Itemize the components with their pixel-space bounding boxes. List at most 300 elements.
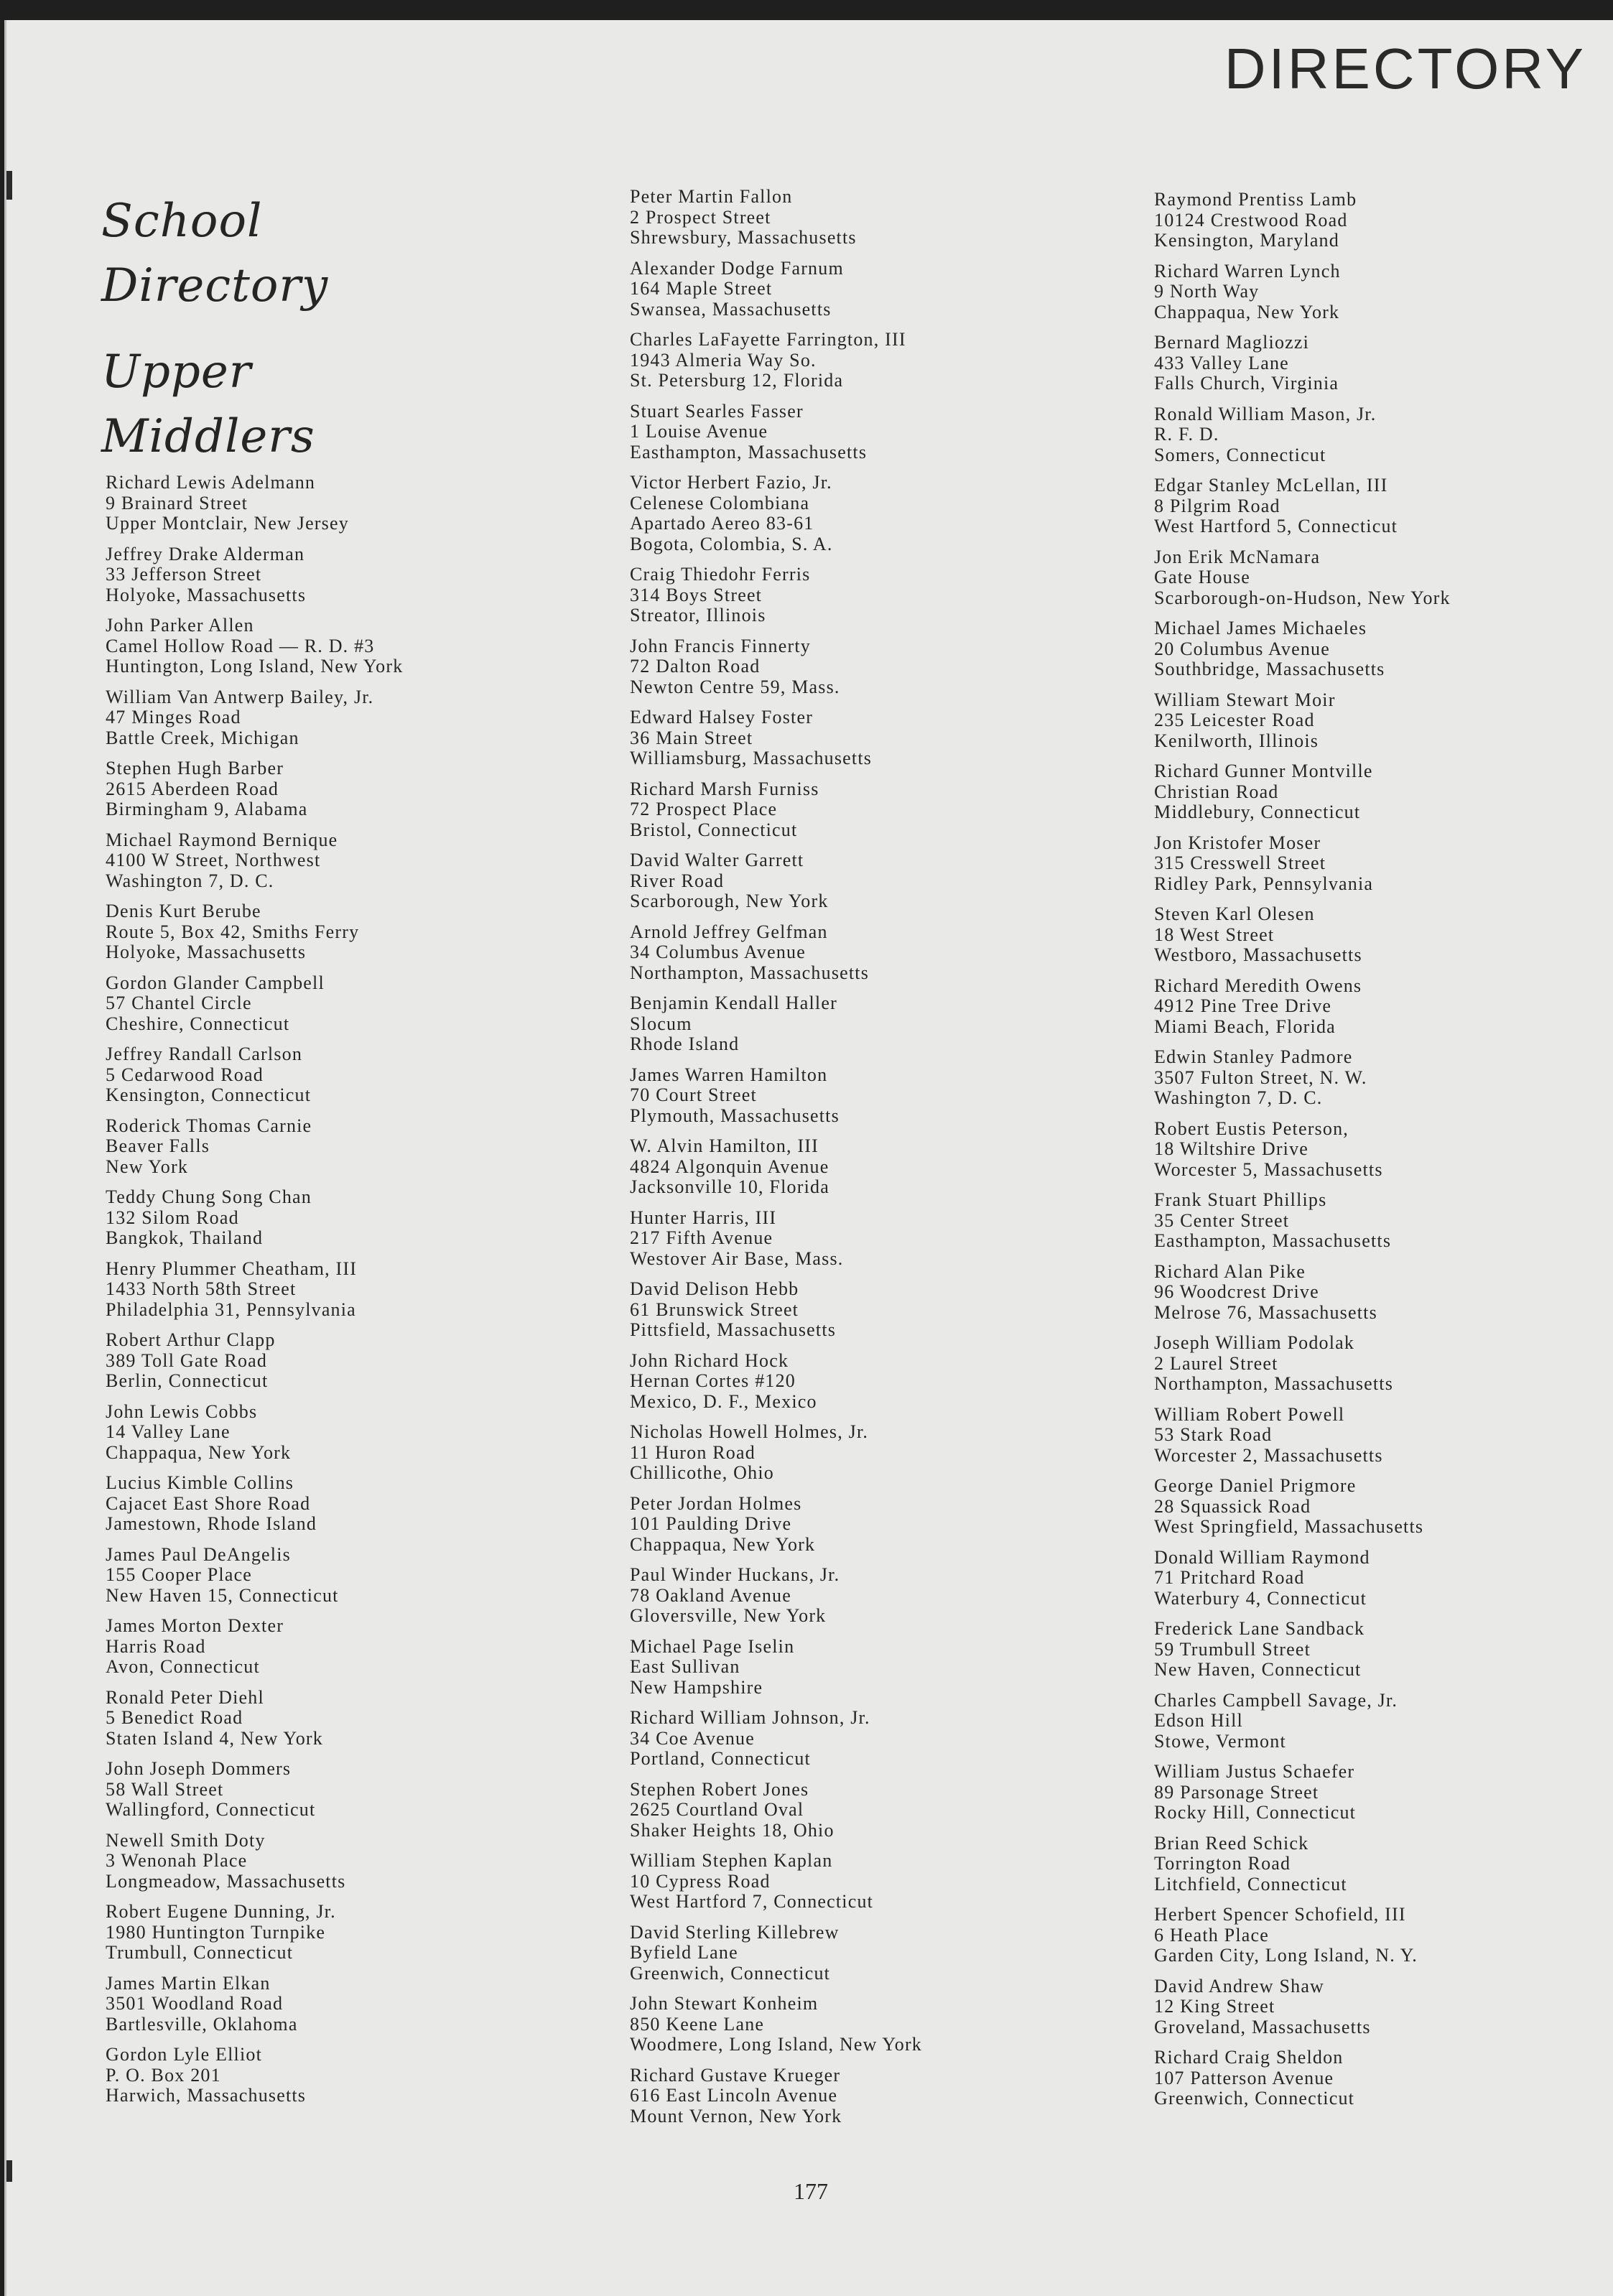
address-line: River Road <box>630 870 725 891</box>
address-line: R. F. D. <box>1154 424 1219 445</box>
address-line: New Haven 15, Connecticut <box>106 1584 339 1606</box>
directory-entry <box>1154 976 1451 1038</box>
address-line: St. Petersburg 12, Florida <box>630 370 844 391</box>
address-line: 217 Fifth Avenue <box>630 1227 773 1248</box>
directory-entry <box>630 779 922 841</box>
address-line: 71 Pritchard Road <box>1154 1567 1305 1588</box>
address-line: Shrewsbury, Massachusetts <box>630 227 857 248</box>
directory-entry <box>106 1402 403 1464</box>
student-name: Edward Halsey Foster <box>630 707 814 728</box>
address-line: Streator, Illinois <box>630 605 766 626</box>
directory-entry <box>1154 404 1451 466</box>
student-name: William Van Antwerp Bailey, Jr. <box>106 686 374 707</box>
address-line: 11 Huron Road <box>630 1441 756 1463</box>
address-line: 2625 Courtland Oval <box>630 1799 804 1820</box>
student-name: Richard Alan Pike <box>1154 1260 1306 1282</box>
student-name: John Joseph Dommers <box>106 1758 292 1779</box>
student-name: Bernard Magliozzi <box>1154 332 1310 353</box>
address-line: Kenilworth, Illinois <box>1154 730 1319 751</box>
directory-entry <box>630 1851 922 1912</box>
address-line: 4824 Algonquin Avenue <box>630 1156 829 1177</box>
address-line: Mount Vernon, New York <box>630 2105 842 2127</box>
student-name: David Andrew Shaw <box>1154 1975 1325 1997</box>
student-name: Stuart Searles Fasser <box>630 400 804 422</box>
student-name: John Lewis Cobbs <box>106 1400 258 1422</box>
directory-entry <box>1154 333 1451 394</box>
directory-entry <box>106 1759 403 1821</box>
address-line: 1 Louise Avenue <box>630 421 768 442</box>
address-line: 58 Wall Street <box>106 1778 224 1800</box>
student-name: Richard Lewis Adelmann <box>106 472 316 493</box>
address-line: 315 Cresswell Street <box>1154 852 1326 873</box>
student-name: Stephen Hugh Barber <box>106 758 284 778</box>
address-line: Berlin, Connecticut <box>106 1370 269 1391</box>
address-line: 57 Chantel Circle <box>106 993 252 1013</box>
student-name: Raymond Prentiss Lamb <box>1154 189 1357 210</box>
directory-entry <box>630 2065 922 2127</box>
address-line: 2615 Aberdeen Road <box>106 778 279 799</box>
address-line: 9 Brainard Street <box>106 492 248 513</box>
directory-entry <box>106 473 403 534</box>
address-line: 10124 Crestwood Road <box>1154 209 1348 231</box>
directory-entry <box>630 1994 922 2055</box>
directory-entry <box>630 850 922 912</box>
address-line: 18 Wiltshire Drive <box>1154 1138 1309 1159</box>
student-name: Frank Stuart Phillips <box>1154 1189 1327 1210</box>
address-line: 8 Pilgrim Road <box>1154 495 1280 516</box>
student-name: John Richard Hock <box>630 1349 789 1371</box>
directory-page <box>4 20 1613 2296</box>
directory-entry <box>630 1637 922 1698</box>
address-line: Rhode Island <box>630 1033 740 1054</box>
school-directory-title: School Directory <box>101 195 329 312</box>
address-line: Huntington, Long Island, New York <box>106 656 404 677</box>
directory-entry <box>1154 547 1451 609</box>
address-line: Easthampton, Massachusetts <box>630 441 868 463</box>
student-name: George Daniel Prigmore <box>1154 1475 1357 1496</box>
student-name: Robert Arthur Clapp <box>106 1329 276 1350</box>
student-name: Michael James Michaeles <box>1154 618 1367 638</box>
student-name: Brian Reed Schick <box>1154 1832 1309 1854</box>
address-line: Gloversville, New York <box>630 1605 827 1626</box>
address-line: Falls Church, Virginia <box>1154 373 1339 394</box>
address-line: Cajacet East Shore Road <box>106 1492 311 1514</box>
section-header: DIRECTORY <box>1224 37 1586 101</box>
address-line: Scarborough, New York <box>630 891 829 911</box>
student-name: Jeffrey Drake Alderman <box>106 543 305 564</box>
student-name: James Morton Dexter <box>106 1615 284 1636</box>
address-line: Camel Hollow Road — R. D. #3 <box>106 635 375 656</box>
address-line: Holyoke, Massachusetts <box>106 584 307 605</box>
student-name: Jon Erik McNamara <box>1154 546 1321 567</box>
address-line: New Haven, Connecticut <box>1154 1659 1362 1680</box>
directory-entry <box>106 1473 403 1535</box>
directory-entry <box>1154 190 1451 251</box>
directory-entry <box>106 1902 403 1963</box>
address-line: 2 Laurel Street <box>1154 1352 1278 1374</box>
student-name: Lucius Kimble Collins <box>106 1472 294 1493</box>
address-line: 35 Center Street <box>1154 1209 1290 1231</box>
address-line: Cheshire, Connecticut <box>106 1013 290 1034</box>
student-name: Hunter Harris, III <box>630 1207 777 1228</box>
address-line: 3507 Fulton Street, N. W. <box>1154 1066 1367 1088</box>
address-line: Litchfield, Connecticut <box>1154 1873 1347 1895</box>
directory-entry <box>1154 690 1451 752</box>
directory-entry <box>630 1422 922 1484</box>
directory-entry <box>630 1279 922 1341</box>
address-line: Scarborough-on-Hudson, New York <box>1154 587 1451 608</box>
address-line: Greenwich, Connecticut <box>1154 2088 1355 2109</box>
address-line: Harris Road <box>106 1635 206 1657</box>
student-name: Teddy Chung Song Chan <box>106 1186 312 1207</box>
directory-entry <box>630 1351 922 1413</box>
address-line: Avon, Connecticut <box>106 1656 260 1677</box>
address-line: 5 Benedict Road <box>106 1707 243 1728</box>
address-line: 28 Squassick Road <box>1154 1495 1311 1517</box>
address-line: 72 Prospect Place <box>630 799 778 819</box>
address-line: Edson Hill <box>1154 1710 1243 1731</box>
directory-column-1 <box>106 473 403 2116</box>
address-line: Jamestown, Rhode Island <box>106 1513 317 1534</box>
student-name: William Justus Schaefer <box>1154 1761 1355 1782</box>
student-name: Jeffrey Randall Carlson <box>106 1044 303 1064</box>
address-line: 314 Boys Street <box>630 584 763 605</box>
address-line: Bangkok, Thailand <box>106 1227 264 1248</box>
address-line: P. O. Box 201 <box>106 2064 221 2086</box>
directory-entry <box>106 1330 403 1392</box>
address-line: 3501 Woodland Road <box>106 1993 284 2014</box>
directory-entry <box>630 564 922 626</box>
student-name: David Sterling Killebrew <box>630 1921 840 1943</box>
directory-entry <box>630 401 922 463</box>
address-line: Mexico, D. F., Mexico <box>630 1390 817 1412</box>
address-line: 1433 North 58th Street <box>106 1278 297 1299</box>
student-name: Herbert Spencer Schofield, III <box>1154 1904 1406 1925</box>
address-line: Chappaqua, New York <box>630 1533 816 1555</box>
directory-entry <box>1154 1405 1451 1467</box>
directory-entry <box>630 922 922 984</box>
directory-entry <box>1154 1262 1451 1324</box>
address-line: Harwich, Massachusetts <box>106 2085 307 2106</box>
student-name: Peter Jordan Holmes <box>630 1492 802 1514</box>
directory-entry <box>106 758 403 820</box>
address-line: West Springfield, Massachusetts <box>1154 1516 1424 1537</box>
student-name: Arnold Jeffrey Gelfman <box>630 921 828 942</box>
address-line: 18 West Street <box>1154 924 1275 945</box>
address-line: 235 Leicester Road <box>1154 710 1315 730</box>
student-name: Nicholas Howell Holmes, Jr. <box>630 1421 869 1442</box>
student-name: Stephen Robert Jones <box>630 1778 809 1800</box>
address-line: Christian Road <box>1154 781 1279 802</box>
directory-entry <box>106 1545 403 1607</box>
directory-entry <box>1154 1833 1451 1895</box>
address-line: 4912 Pine Tree Drive <box>1154 995 1332 1016</box>
address-line: Southbridge, Massachusetts <box>1154 659 1385 679</box>
address-line: Celenese Colombiana <box>630 492 810 513</box>
address-line: East Sullivan <box>630 1656 740 1677</box>
address-line: Northampton, Massachusetts <box>1154 1373 1394 1394</box>
address-line: 101 Paulding Drive <box>630 1513 792 1534</box>
address-line: Kensington, Maryland <box>1154 230 1339 251</box>
directory-entry <box>106 615 403 677</box>
student-name: James Warren Hamilton <box>630 1064 828 1085</box>
directory-entry <box>1154 761 1451 823</box>
student-name: Richard Meredith Owens <box>1154 975 1362 996</box>
student-name: Richard Warren Lynch <box>1154 260 1341 282</box>
student-name: John Parker Allen <box>106 615 254 636</box>
student-name: William Robert Powell <box>1154 1403 1345 1425</box>
student-name: William Stewart Moir <box>1154 689 1336 710</box>
address-line: 96 Woodcrest Drive <box>1154 1281 1319 1302</box>
directory-entry <box>1154 1476 1451 1538</box>
directory-entry <box>630 1065 922 1127</box>
address-line: 33 Jefferson Street <box>106 564 262 585</box>
address-line: 132 Silom Road <box>106 1207 239 1228</box>
address-line: 72 Dalton Road <box>630 656 761 677</box>
address-line: 36 Main Street <box>630 727 753 748</box>
address-line: Philadelphia 31, Pennsylvania <box>106 1298 356 1320</box>
student-name: Paul Winder Huckans, Jr. <box>630 1564 840 1585</box>
address-line: 1980 Huntington Turnpike <box>106 1921 326 1943</box>
address-line: 6 Heath Place <box>1154 1924 1269 1946</box>
directory-entry <box>1154 904 1451 966</box>
student-name: Steven Karl Olesen <box>1154 903 1315 924</box>
directory-entry <box>630 187 922 248</box>
directory-entry <box>106 544 403 606</box>
address-line: Apartado Aereo 83-61 <box>630 513 814 534</box>
directory-entry <box>106 901 403 963</box>
directory-entry <box>1154 1333 1451 1395</box>
directory-entry <box>1154 1619 1451 1681</box>
address-line: 59 Trumbull Street <box>1154 1638 1311 1660</box>
student-name: Edgar Stanley McLellan, III <box>1154 475 1388 496</box>
directory-entry <box>106 830 403 892</box>
student-name: Gordon Glander Campbell <box>106 972 325 993</box>
address-line: Ridley Park, Pennsylvania <box>1154 873 1374 894</box>
student-name: Denis Kurt Berube <box>106 901 261 921</box>
student-name: Michael Raymond Bernique <box>106 829 338 850</box>
directory-entry <box>1154 1047 1451 1109</box>
upper-middlers-title: Upper Middlers <box>101 345 315 463</box>
address-line: 70 Court Street <box>630 1084 757 1105</box>
directory-entry <box>1154 1119 1451 1181</box>
directory-entry <box>630 1208 922 1270</box>
address-line: Chappaqua, New York <box>1154 301 1340 322</box>
address-line: Plymouth, Massachusetts <box>630 1105 840 1126</box>
directory-entry <box>106 1116 403 1178</box>
student-name: Victor Herbert Fazio, Jr. <box>630 472 832 493</box>
address-line: Washington 7, D. C. <box>106 870 274 891</box>
address-line: Swansea, Massachusetts <box>630 298 832 320</box>
directory-entry <box>1154 1976 1451 2038</box>
directory-entry <box>1154 1905 1451 1966</box>
student-name: Edwin Stanley Padmore <box>1154 1046 1353 1067</box>
directory-entry <box>630 707 922 769</box>
address-line: 3 Wenonah Place <box>106 1850 248 1871</box>
binding-mark <box>6 171 12 200</box>
address-line: Worcester 5, Massachusetts <box>1154 1158 1383 1180</box>
address-line: Groveland, Massachusetts <box>1154 2016 1371 2037</box>
address-line: Greenwich, Connecticut <box>630 1962 831 1984</box>
student-name: Joseph William Podolak <box>1154 1332 1355 1353</box>
address-line: 89 Parsonage Street <box>1154 1781 1319 1803</box>
address-line: Somers, Connecticut <box>1154 444 1326 465</box>
address-line: Bogota, Colombia, S. A. <box>630 533 833 554</box>
address-line: Northampton, Massachusetts <box>630 962 870 983</box>
directory-entry <box>1154 618 1451 680</box>
directory-entry <box>106 973 403 1035</box>
address-line: Williamsburg, Massachusetts <box>630 748 873 768</box>
student-name: Donald William Raymond <box>1154 1546 1370 1568</box>
directory-entry <box>630 1923 922 1984</box>
directory-entry <box>106 1259 403 1321</box>
address-line: 389 Toll Gate Road <box>106 1349 268 1371</box>
address-line: 164 Maple Street <box>630 278 773 299</box>
address-line: 61 Brunswick Street <box>630 1298 799 1320</box>
address-line: Westover Air Base, Mass. <box>630 1247 844 1269</box>
address-line: 1943 Almeria Way So. <box>630 349 817 371</box>
address-line: Miami Beach, Florida <box>1154 1015 1336 1037</box>
student-name: Roderick Thomas Carnie <box>106 1115 312 1136</box>
student-name: W. Alvin Hamilton, III <box>630 1135 819 1156</box>
student-name: John Stewart Konheim <box>630 1993 819 2014</box>
address-line: Stowe, Vermont <box>1154 1730 1286 1752</box>
address-line: Waterbury 4, Connecticut <box>1154 1587 1367 1609</box>
address-line: Route 5, Box 42, Smiths Ferry <box>106 921 360 942</box>
directory-entry <box>106 1831 403 1892</box>
address-line: West Hartford 5, Connecticut <box>1154 516 1398 536</box>
address-line: Middlebury, Connecticut <box>1154 801 1361 822</box>
address-line: 107 Patterson Avenue <box>1154 2067 1334 2088</box>
directory-entry <box>630 636 922 698</box>
address-line: 34 Coe Avenue <box>630 1727 755 1749</box>
directory-entry <box>1154 261 1451 323</box>
directory-entry <box>106 2045 403 2106</box>
directory-column-3 <box>1154 190 1451 2119</box>
address-line: Birmingham 9, Alabama <box>106 799 308 819</box>
directory-entry <box>1154 1762 1451 1823</box>
student-name: Frederick Lane Sandback <box>1154 1618 1365 1639</box>
directory-entry <box>1154 833 1451 895</box>
address-line: 53 Stark Road <box>1154 1424 1273 1445</box>
student-name: James Martin Elkan <box>106 1972 271 1994</box>
address-line: Trumbull, Connecticut <box>106 1942 294 1963</box>
address-line: Chappaqua, New York <box>106 1441 292 1463</box>
directory-entry <box>106 1187 403 1249</box>
address-line: Worcester 2, Massachusetts <box>1154 1444 1383 1466</box>
page-number: 177 <box>794 2178 828 2204</box>
student-name: Robert Eugene Dunning, Jr. <box>106 1901 336 1922</box>
address-line: Chillicothe, Ohio <box>630 1462 774 1483</box>
directory-entry <box>106 687 403 749</box>
address-line: Hernan Cortes #120 <box>630 1370 796 1391</box>
student-name: Richard Gustave Krueger <box>630 2064 841 2086</box>
directory-entry <box>106 1974 403 2035</box>
address-line: 2 Prospect Street <box>630 206 771 228</box>
address-line: Easthampton, Massachusetts <box>1154 1230 1392 1251</box>
directory-entry <box>106 1688 403 1749</box>
address-line: 155 Cooper Place <box>106 1564 253 1585</box>
address-line: 47 Minges Road <box>106 707 241 728</box>
address-line: Woodmere, Long Island, New York <box>630 2034 923 2055</box>
student-name: Charles Campbell Savage, Jr. <box>1154 1689 1398 1711</box>
student-name: Alexander Dodge Farnum <box>630 257 844 279</box>
student-name: Richard William Johnson, Jr. <box>630 1707 870 1728</box>
address-line: New Hampshire <box>630 1676 763 1698</box>
address-line: Shaker Heights 18, Ohio <box>630 1819 835 1841</box>
student-name: Ronald William Mason, Jr. <box>1154 403 1377 424</box>
address-line: Rocky Hill, Connecticut <box>1154 1802 1357 1823</box>
directory-entry <box>106 1616 403 1678</box>
directory-entry <box>1154 1548 1451 1609</box>
address-line: 20 Columbus Avenue <box>1154 638 1330 659</box>
student-name: Richard Marsh Furniss <box>630 778 819 799</box>
student-name: Peter Martin Fallon <box>630 186 793 207</box>
student-name: James Paul DeAngelis <box>106 1543 291 1565</box>
address-line: Pittsfield, Massachusetts <box>630 1319 837 1340</box>
address-line: 78 Oakland Avenue <box>630 1584 791 1606</box>
address-line: Jacksonville 10, Florida <box>630 1176 829 1197</box>
directory-entry <box>630 330 922 391</box>
address-line: Longmeadow, Massachusetts <box>106 1870 346 1892</box>
address-line: New York <box>106 1156 189 1177</box>
student-name: Robert Eustis Peterson, <box>1154 1117 1349 1139</box>
address-line: 12 King Street <box>1154 1996 1275 2017</box>
address-line: Portland, Connecticut <box>630 1748 811 1769</box>
address-line: 4100 W Street, Northwest <box>106 850 321 870</box>
address-line: Bartlesville, Oklahoma <box>106 2013 298 2035</box>
student-name: William Stephen Kaplan <box>630 1850 833 1871</box>
address-line: Upper Montclair, New Jersey <box>106 513 349 534</box>
address-line: 616 East Lincoln Avenue <box>630 2085 838 2106</box>
directory-entry <box>106 1044 403 1106</box>
student-name: Henry Plummer Cheatham, III <box>106 1258 358 1279</box>
address-line: Kensington, Connecticut <box>106 1084 312 1105</box>
address-line: Holyoke, Massachusetts <box>106 942 307 962</box>
directory-entry <box>1154 1691 1451 1752</box>
student-name: Benjamin Kendall Haller <box>630 993 837 1013</box>
address-line: 850 Keene Lane <box>630 2013 765 2035</box>
student-name: John Francis Finnerty <box>630 635 811 656</box>
address-line: Torrington Road <box>1154 1853 1291 1874</box>
directory-entry <box>630 1136 922 1198</box>
student-name: Ronald Peter Diehl <box>106 1686 264 1708</box>
student-name: David Walter Garrett <box>630 850 804 870</box>
directory-entry <box>1154 2048 1451 2109</box>
directory-entry <box>630 259 922 320</box>
address-line: 5 Cedarwood Road <box>106 1064 264 1085</box>
student-name: Gordon Lyle Elliot <box>106 2044 263 2065</box>
directory-entry <box>630 1780 922 1841</box>
student-name: Jon Kristofer Moser <box>1154 832 1321 853</box>
directory-entry <box>630 1494 922 1556</box>
student-name: Richard Craig Sheldon <box>1154 2047 1344 2068</box>
address-line: Byfield Lane <box>630 1942 738 1963</box>
student-name: Newell Smith Doty <box>106 1829 266 1851</box>
directory-entry <box>630 993 922 1055</box>
directory-entry <box>1154 475 1451 537</box>
directory-entry <box>1154 1190 1451 1252</box>
address-line: Gate House <box>1154 567 1251 587</box>
student-name: Michael Page Iselin <box>630 1635 795 1657</box>
address-line: Bristol, Connecticut <box>630 819 798 840</box>
address-line: Washington 7, D. C. <box>1154 1087 1323 1108</box>
address-line: Staten Island 4, New York <box>106 1727 323 1749</box>
address-line: 14 Valley Lane <box>106 1421 231 1442</box>
student-name: Richard Gunner Montville <box>1154 761 1373 781</box>
student-name: Charles LaFayette Farrington, III <box>630 329 906 350</box>
directory-column-2 <box>630 187 922 2137</box>
